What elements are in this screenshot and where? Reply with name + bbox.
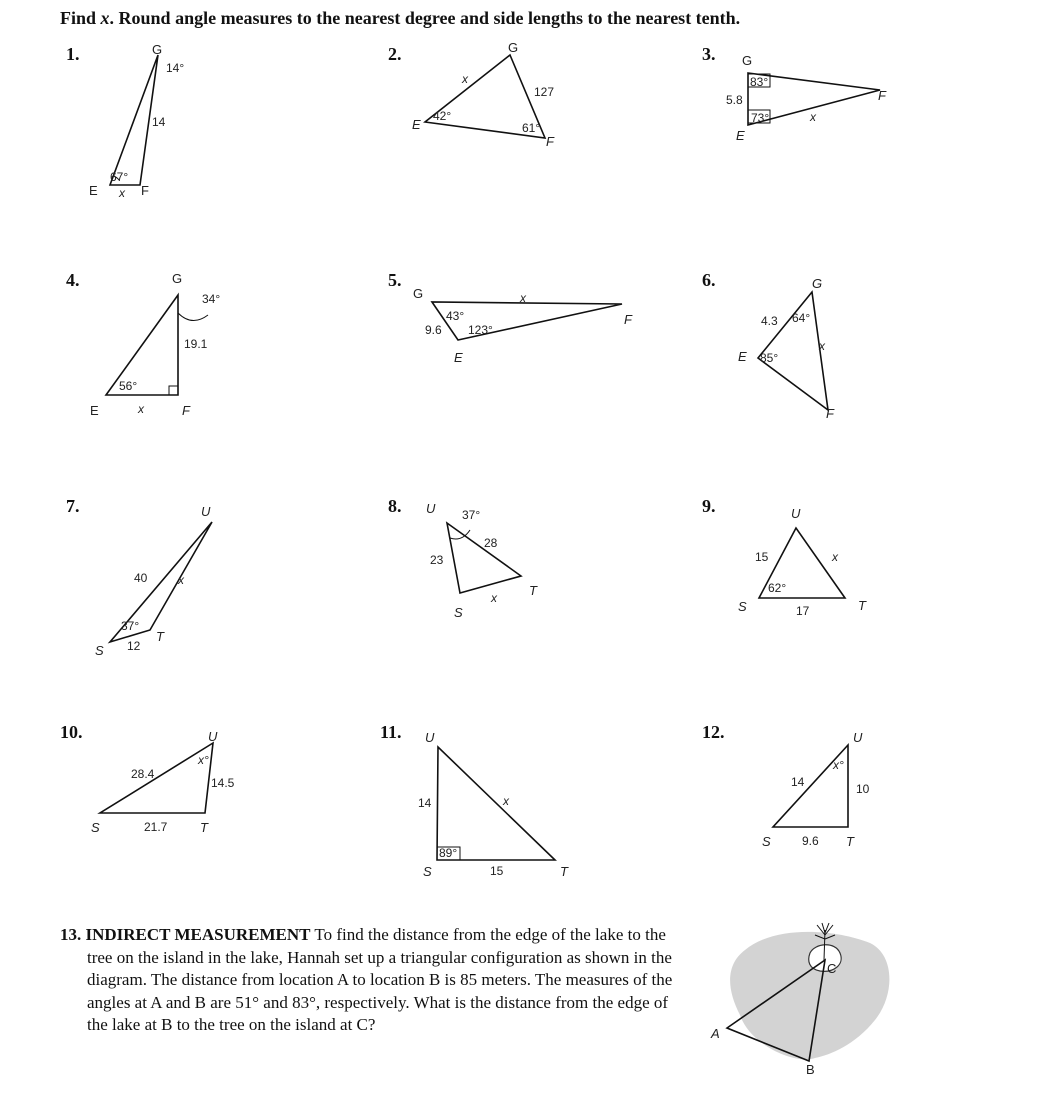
p5-vertex-f: F xyxy=(624,312,632,327)
p1-side: 14 xyxy=(152,115,166,129)
problem-5-triangle xyxy=(410,280,660,370)
p10-vertex-t: T xyxy=(200,820,208,835)
p7-side-short: 12 xyxy=(127,639,141,653)
p2-x: x xyxy=(462,72,468,86)
p12-vertex-u: U xyxy=(853,730,863,745)
p6-x: x xyxy=(819,339,825,353)
problem-7-triangle xyxy=(90,490,230,670)
p6-vertex-g: G xyxy=(812,276,823,291)
p5-side: 9.6 xyxy=(425,323,442,337)
p13-label-c: C xyxy=(827,961,837,976)
p3-side: 5.8 xyxy=(726,93,743,107)
p11-x: x xyxy=(503,794,509,808)
problem-13-text: 13. INDIRECT MEASUREMENT To find the distance from the edge of the lake to the tree on the island in the lake, Hannah set up a triangular configuration as shown in the diagram. The distance from location A to location B is 85 meters. The measures of the angles at A and B are 51° and 83°, respectively. What is the distance from the edge of the lake at B to the tree on the island at C? xyxy=(60,925,673,1034)
p10-x: x° xyxy=(198,753,209,767)
p6-vertex-f: F xyxy=(826,406,834,421)
p6-angle-g: 64° xyxy=(792,311,811,325)
problem-9-number: 9. xyxy=(702,496,716,516)
p4-vertex-g: G xyxy=(172,271,183,286)
p9-x: x xyxy=(832,550,838,564)
p10-side1: 28.4 xyxy=(131,767,155,781)
problem-11-triangle xyxy=(415,725,585,885)
p7-vertex-s: S xyxy=(95,643,104,658)
problem-11-number: 11. xyxy=(380,722,402,742)
problem-6-number: 6. xyxy=(702,270,716,290)
p4-vertex-e: E xyxy=(90,403,99,418)
p12-side2: 10 xyxy=(856,782,870,796)
p13-label-b: B xyxy=(806,1062,815,1077)
p3-x: x xyxy=(810,110,816,124)
p10-vertex-u: U xyxy=(208,729,218,744)
p2-side: 127 xyxy=(534,85,555,99)
p5-vertex-e: E xyxy=(454,350,463,365)
p11-side2: 15 xyxy=(490,864,504,878)
p4-side: 19.1 xyxy=(184,337,208,351)
lake-shape xyxy=(730,932,889,1060)
p12-x: x° xyxy=(833,758,844,772)
problem-2-number: 2. xyxy=(388,44,402,64)
p9-angle-s: 62° xyxy=(768,581,787,595)
p11-angle-s: 89° xyxy=(439,846,458,860)
p2-angle-f: 61° xyxy=(522,121,541,135)
p7-vertex-u: U xyxy=(201,504,211,519)
p4-angle-g: 34° xyxy=(202,292,221,306)
p3-angle-e: 73° xyxy=(751,111,770,125)
p1-angle-base: 67° xyxy=(110,170,129,184)
p2-vertex-f: F xyxy=(546,134,554,149)
p1-vertex-g: G xyxy=(152,42,163,57)
p10-side3: 21.7 xyxy=(144,820,168,834)
p9-vertex-t: T xyxy=(858,598,866,613)
p5-vertex-g: G xyxy=(413,286,424,301)
p2-vertex-g: G xyxy=(508,40,519,55)
p1-x: x xyxy=(119,186,125,200)
problem-6-triangle xyxy=(730,270,850,430)
p1-vertex-f: F xyxy=(141,183,149,198)
problem-7-number: 7. xyxy=(66,496,80,516)
p9-side1: 15 xyxy=(755,550,769,564)
p6-side: 4.3 xyxy=(761,314,778,328)
p3-vertex-f: F xyxy=(878,88,886,103)
p9-side2: 17 xyxy=(796,604,810,618)
p3-angle-g: 83° xyxy=(750,75,769,89)
problem-3-number: 3. xyxy=(702,44,716,64)
p6-vertex-e: E xyxy=(738,349,747,364)
problem-3-triangle xyxy=(720,40,910,150)
p8-side1: 23 xyxy=(430,553,444,567)
problem-8-number: 8. xyxy=(388,496,402,516)
p2-angle-e: 42° xyxy=(433,109,452,123)
problem-12-number: 12. xyxy=(702,722,725,742)
p4-x: x xyxy=(138,402,144,416)
p5-angle-e: 123° xyxy=(468,323,493,337)
p1-vertex-e: E xyxy=(89,183,98,198)
p8-vertex-t: T xyxy=(529,583,537,598)
problem-12-triangle xyxy=(750,725,880,855)
p3-vertex-e: E xyxy=(736,128,745,143)
p11-side1: 14 xyxy=(418,796,432,810)
problem-5-number: 5. xyxy=(388,270,402,290)
p11-vertex-u: U xyxy=(425,730,435,745)
p10-side2: 14.5 xyxy=(211,776,235,790)
p12-side1: 14 xyxy=(791,775,805,789)
p8-vertex-s: S xyxy=(454,605,463,620)
problem-10-number: 10. xyxy=(60,722,83,742)
p7-angle-s: 37° xyxy=(121,619,140,633)
problem-4-number: 4. xyxy=(66,270,80,290)
p12-vertex-t: T xyxy=(846,834,854,849)
p5-x: x xyxy=(520,291,526,305)
problem-10-triangle xyxy=(85,725,255,840)
p12-vertex-s: S xyxy=(762,834,771,849)
p7-side-long: 40 xyxy=(134,571,148,585)
p3-vertex-g: G xyxy=(742,53,753,68)
problem-2-triangle xyxy=(400,40,570,160)
problem-9-triangle xyxy=(735,500,875,625)
p9-vertex-s: S xyxy=(738,599,747,614)
p13-label-a: A xyxy=(711,1026,720,1041)
p9-vertex-u: U xyxy=(791,506,801,521)
p4-angle-e: 56° xyxy=(119,379,138,393)
p10-vertex-s: S xyxy=(91,820,100,835)
p11-vertex-s: S xyxy=(423,864,432,879)
problem-8-triangle xyxy=(420,490,560,630)
p8-vertex-u: U xyxy=(426,501,436,516)
problem-1-triangle xyxy=(80,40,220,210)
p8-side2: 28 xyxy=(484,536,498,550)
p6-angle-e: 85° xyxy=(760,351,779,365)
p11-vertex-t: T xyxy=(560,864,568,879)
problem-1-number: 1. xyxy=(66,44,80,64)
p5-angle-g: 43° xyxy=(446,309,465,323)
p4-vertex-f: F xyxy=(182,403,190,418)
instructions-heading: Find x. Round angle measures to the nearest degree and side lengths to the nearest tenth. xyxy=(60,8,741,28)
p8-angle-u: 37° xyxy=(462,508,481,522)
p2-vertex-e: E xyxy=(412,117,421,132)
p1-angle-top: 14° xyxy=(166,61,185,75)
p7-x: x xyxy=(178,573,184,587)
p8-x: x xyxy=(491,591,497,605)
problem-4-triangle xyxy=(80,265,260,425)
p7-vertex-t: T xyxy=(156,629,164,644)
p12-side3: 9.6 xyxy=(802,834,819,848)
problem-13-lake-diagram xyxy=(705,915,895,1080)
